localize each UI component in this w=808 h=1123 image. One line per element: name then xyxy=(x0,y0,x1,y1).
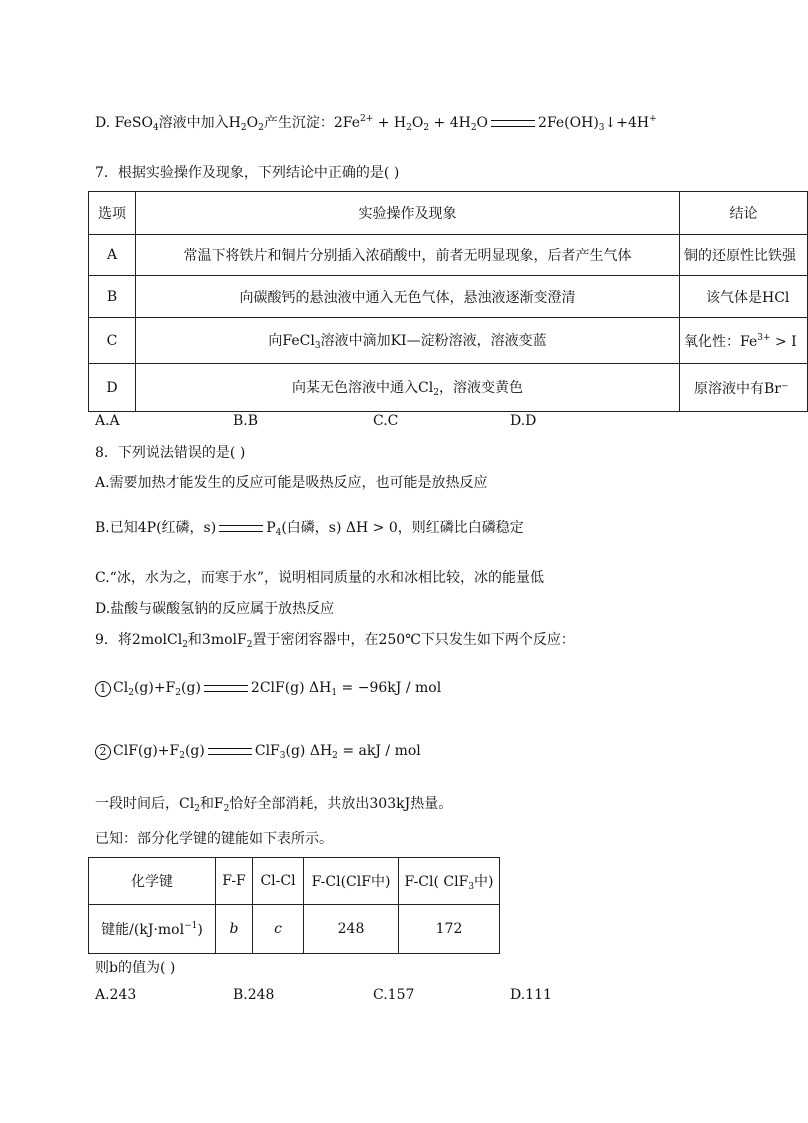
question7-table xyxy=(88,191,808,412)
reaction-1: 1 $Cl_2(g)+F_2(g)$ 2ClF(g) $\Delta H_1 = -96kJ$ / mol xyxy=(95,680,441,698)
question8-stem: 8．下列说法错误的是( ) xyxy=(95,445,246,461)
table-row: C 向FeCl$_3$溶液中滴加KI—淀粉溶液，溶液变蓝 氧化性：$Fe^{3+} > I$ xyxy=(89,318,808,364)
circled-number-2: 2 xyxy=(95,744,111,760)
option-d[interactable]: D.D xyxy=(510,413,537,429)
question7-stem: 7．根据实验操作及现象，下列结论中正确的是( ) xyxy=(95,165,400,181)
table-row: 键能/(kJ·mol$^{-1}$) b c 248 172 xyxy=(89,905,500,954)
bond-energy-table: 化学键 F-F Cl-Cl F-Cl(ClF中) F-Cl( ClF$_3$中) 键能/(kJ·mol$^{-1}$) b c 248 172 xyxy=(88,857,500,954)
table-row: A 常温下将铁片和铜片分别插入浓硝酸中，前者无明显现象，后者产生气体 铜的还原性比铁强 xyxy=(89,235,808,276)
option-a[interactable]: A.243 xyxy=(95,987,137,1003)
table-row: B 向碳酸钙的悬浊液中通入无色气体，悬浊液逐渐变澄清 该气体是HCl xyxy=(89,276,808,318)
question8-option-c[interactable]: C.“冰，水为之，而寒于水”，说明相同质量的水和冰相比较，冰的能量低 xyxy=(95,570,544,586)
option-c[interactable]: C.C xyxy=(373,413,399,429)
header-operation: 实验操作及现象 xyxy=(136,192,680,235)
question6-option-d: D. FeSO$_4$溶液中加入$H_2O_2$产生沉淀：$2Fe^{2+} + H_2O_2 + 4H_2O$ $2Fe(OH)_3↓+4H^+$ xyxy=(95,114,657,133)
option-b[interactable]: B.B xyxy=(233,413,259,429)
header-conclusion: 结论 xyxy=(680,192,808,235)
reaction-2: 2 $ClF(g)+F_2(g)$ ClF$_3$(g) $\Delta H_2$ = akJ / mol xyxy=(95,743,421,761)
option-c[interactable]: C.157 xyxy=(373,987,415,1003)
header-option: 选项 xyxy=(89,192,136,235)
equals-arrow-icon xyxy=(204,685,248,692)
option-d[interactable]: D.111 xyxy=(510,987,552,1003)
equals-arrow-icon xyxy=(219,525,263,532)
question8-option-b[interactable]: B.已知4P(红磷，s) $P_4$(白磷，s) ΔH > 0，则红磷比白磷稳定 xyxy=(95,520,524,538)
question9-options xyxy=(95,987,552,1003)
question8-option-a[interactable]: A.需要加热才能发生的反应可能是吸热反应，也可能是放热反应 xyxy=(95,475,488,491)
question9-ask: 则b的值为( ) xyxy=(95,960,176,976)
equals-arrow-icon xyxy=(491,120,535,127)
question7-options xyxy=(95,413,536,429)
question9-info: 一段时间后，$Cl_2$和$F_2$恰好全部消耗，共放出303kJ热量。 xyxy=(95,796,453,814)
equals-arrow-icon xyxy=(208,748,252,755)
option-a[interactable]: A.A xyxy=(95,413,120,429)
question9-known: 已知：部分化学键的键能如下表所示。 xyxy=(95,831,333,847)
option-b[interactable]: B.248 xyxy=(233,987,275,1003)
question9-stem: 9．将2molCl$_2$和3molF$_2$置于密闭容器中，在250℃下只发生如下两个反应： xyxy=(95,632,575,650)
circled-number-1: 1 xyxy=(95,681,111,697)
question8-option-d[interactable]: D.盐酸与碳酸氢钠的反应属于放热反应 xyxy=(95,601,335,617)
table-row: D 向某无色溶液中通入$Cl_2$，溶液变黄色 原溶液中有Br⁻ xyxy=(89,364,808,412)
